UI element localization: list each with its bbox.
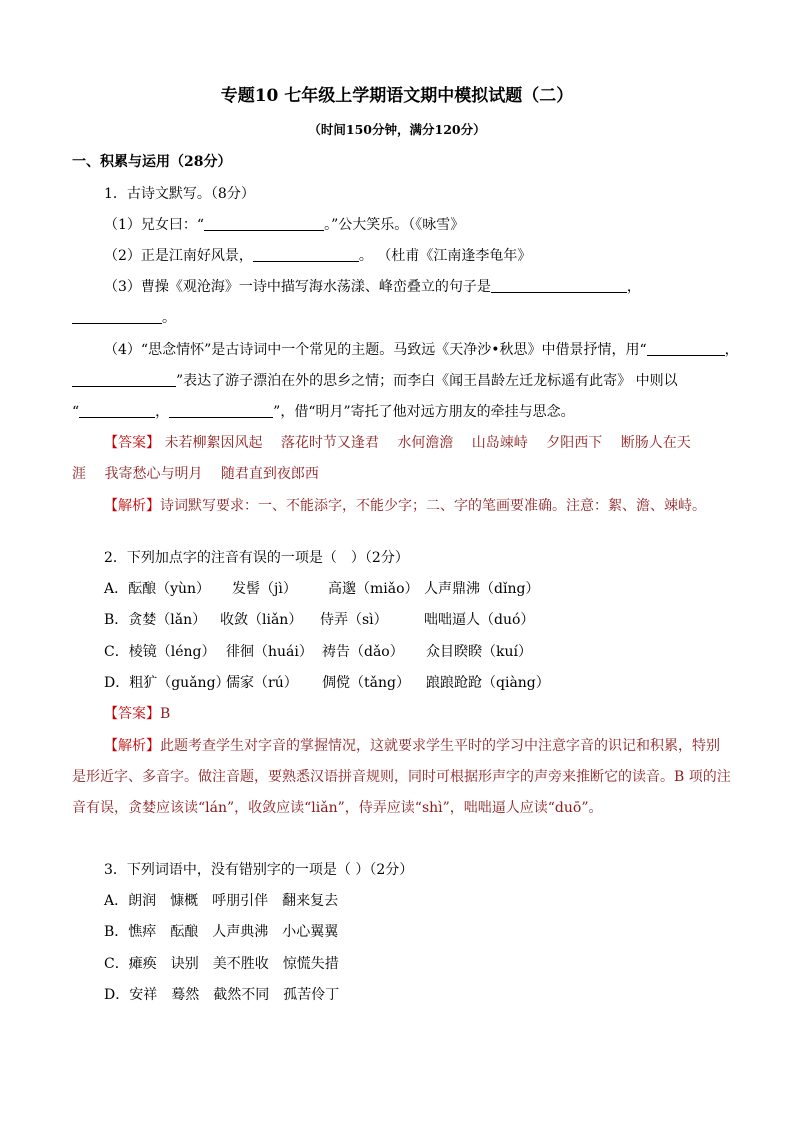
question-1-part-4-line-2 (72, 371, 678, 391)
question-2-stem: 2．下列加点字的注音有误的一项是（ ）（2分） (104, 550, 409, 566)
question-2-option-a (104, 579, 539, 599)
question-3-option-c: C．瘫痪 诀别 美不胜收 惊慌失措 (104, 956, 339, 972)
question-1-part-4-comma: ， (155, 404, 170, 420)
analysis-text: 此题考查学生对字音的掌握情况，这就要求学生平时的学习中注意字音的识记和积累，特别 (160, 738, 720, 754)
question-2-analysis-cont: 音有误，贪婪应该读“lán”，收敛应读“liǎn”，侍弄应读“shì”，咄咄逼人应读“duō”。 (72, 800, 603, 816)
question-1-part-4-comma: ， (724, 342, 739, 358)
question-1-part-4-text: （4）“思念情怀”是古诗词中一个常见的主题。马致远《天净沙•秋思》中借景抒情，用“ (104, 342, 647, 358)
question-1-part-3-end: 。 (162, 310, 176, 326)
option-word: 众目睽睽（kuí） (426, 644, 532, 660)
answer-label: 【答案】 (104, 706, 160, 722)
option-word: 人声鼎沸（dǐng） (424, 581, 540, 597)
question-1-part-4-text: ”，借“明月”寄托了他对远方朋友的牵挂与思念。 (273, 404, 575, 420)
question-1-part-2 (104, 246, 531, 266)
answer-blank[interactable] (491, 278, 627, 293)
option-word: A．酝酿（yùn） (104, 581, 211, 597)
question-1-part-1 (104, 215, 464, 235)
option-word: 儒家（rú） (226, 675, 298, 691)
question-2-option-b (104, 610, 534, 630)
option-word: 咄咄逼人（duó） (424, 612, 535, 628)
analysis-label: 【解析】 (104, 738, 160, 754)
question-2-analysis-cont: 是形近字、多音字。做注音题，要熟悉汉语拼音规则，同时可根据形声字的声旁来推断它的读音。B 项的注 (72, 769, 731, 785)
option-word: 侍弄（sì） (320, 612, 388, 628)
question-1-answer (104, 433, 691, 453)
question-1-analysis (104, 496, 706, 516)
question-1-part-1-suffix: 。”公大笑乐。（《咏雪》 (324, 217, 465, 233)
answer-blank[interactable] (169, 403, 273, 418)
question-1-part-4-line-3 (72, 402, 575, 422)
answer-label: 【答案】 (104, 435, 160, 451)
question-3-option-d: D．安祥 蓦然 截然不同 孤苦伶丁 (104, 987, 340, 1003)
option-word: 高邈（miǎo） (328, 581, 419, 597)
option-word: 发髻（jì） (232, 581, 297, 597)
question-1-part-1-prefix: （1）兄女曰：“ (104, 217, 205, 233)
question-1-part-4-quote: “ (72, 404, 80, 420)
question-1-part-3-cont (72, 308, 176, 328)
page-subtitle: （时间150分钟，满分120分） (308, 122, 486, 137)
answer-blank[interactable] (253, 247, 359, 262)
question-1-part-3-prefix: （3）曹操《观沧海》一诗中描写海水荡漾、峰峦叠立的句子是 (104, 279, 491, 295)
option-word: 收敛（liǎn） (220, 612, 303, 628)
question-1-part-2-prefix: （2）正是江南好风景， (104, 248, 253, 264)
question-1-part-3-mid: ， (626, 279, 641, 295)
question-3-option-b: B．憔瘁 酝酿 人声典沸 小心翼翼 (104, 924, 339, 940)
question-2-analysis (104, 736, 720, 756)
question-2-option-d (104, 673, 550, 693)
question-1-part-3 (104, 277, 641, 297)
question-1-part-4-text: ”表达了游子漂泊在外的思乡之情；而李白《闻王昌龄左迁龙标遥有此寄》 中则以 (176, 373, 678, 389)
option-word: C．棱镜（léng） (104, 644, 216, 660)
question-1-part-4-line-1 (104, 340, 739, 360)
question-2-option-c (104, 642, 532, 662)
option-word: 倜傥（tǎng） (322, 675, 410, 691)
question-3-stem: 3．下列词语中，没有错别字的一项是（ ）（2分） (104, 862, 414, 878)
answer-blank[interactable] (647, 341, 725, 356)
answer-text: 未若柳絮因风起 落花时节又逢君 水何澹澹 山岛竦峙 夕阳西下 断肠人在天 (160, 435, 691, 451)
section-heading: 一、积累与运用（28分） (72, 154, 232, 170)
page-title: 专题10 七年级上学期语文期中模拟试题（二） (220, 86, 574, 106)
option-word: D．粗犷（guǎng） (104, 675, 230, 691)
analysis-label: 【解析】 (104, 498, 160, 514)
option-word: 徘徊（huái） (226, 644, 313, 660)
option-word: 祷告（dǎo） (322, 644, 404, 660)
option-word: B．贪婪（lǎn） (104, 612, 207, 628)
answer-blank[interactable] (72, 309, 162, 324)
answer-blank[interactable] (204, 216, 324, 231)
answer-text: B (160, 706, 171, 722)
analysis-text: 诗词默写要求：一、不能添字，不能少字；二、字的笔画要准确。注意：絮、澹、竦峙。 (160, 498, 706, 514)
answer-blank[interactable] (72, 372, 176, 387)
question-2-answer (104, 704, 170, 724)
option-word: 踉踉跄跄（qiàng） (426, 675, 550, 691)
question-1-part-2-suffix: 。 （杜甫《江南逢李龟年》 (358, 248, 532, 264)
question-1-answer-cont: 涯 我寄愁心与明月 随君直到夜郎西 (72, 466, 319, 482)
question-1-stem: 1．古诗文默写。（8分） (104, 186, 255, 202)
answer-blank[interactable] (79, 403, 155, 418)
question-3-option-a: A．朗润 慷概 呼朋引伴 翻来复去 (104, 893, 339, 909)
